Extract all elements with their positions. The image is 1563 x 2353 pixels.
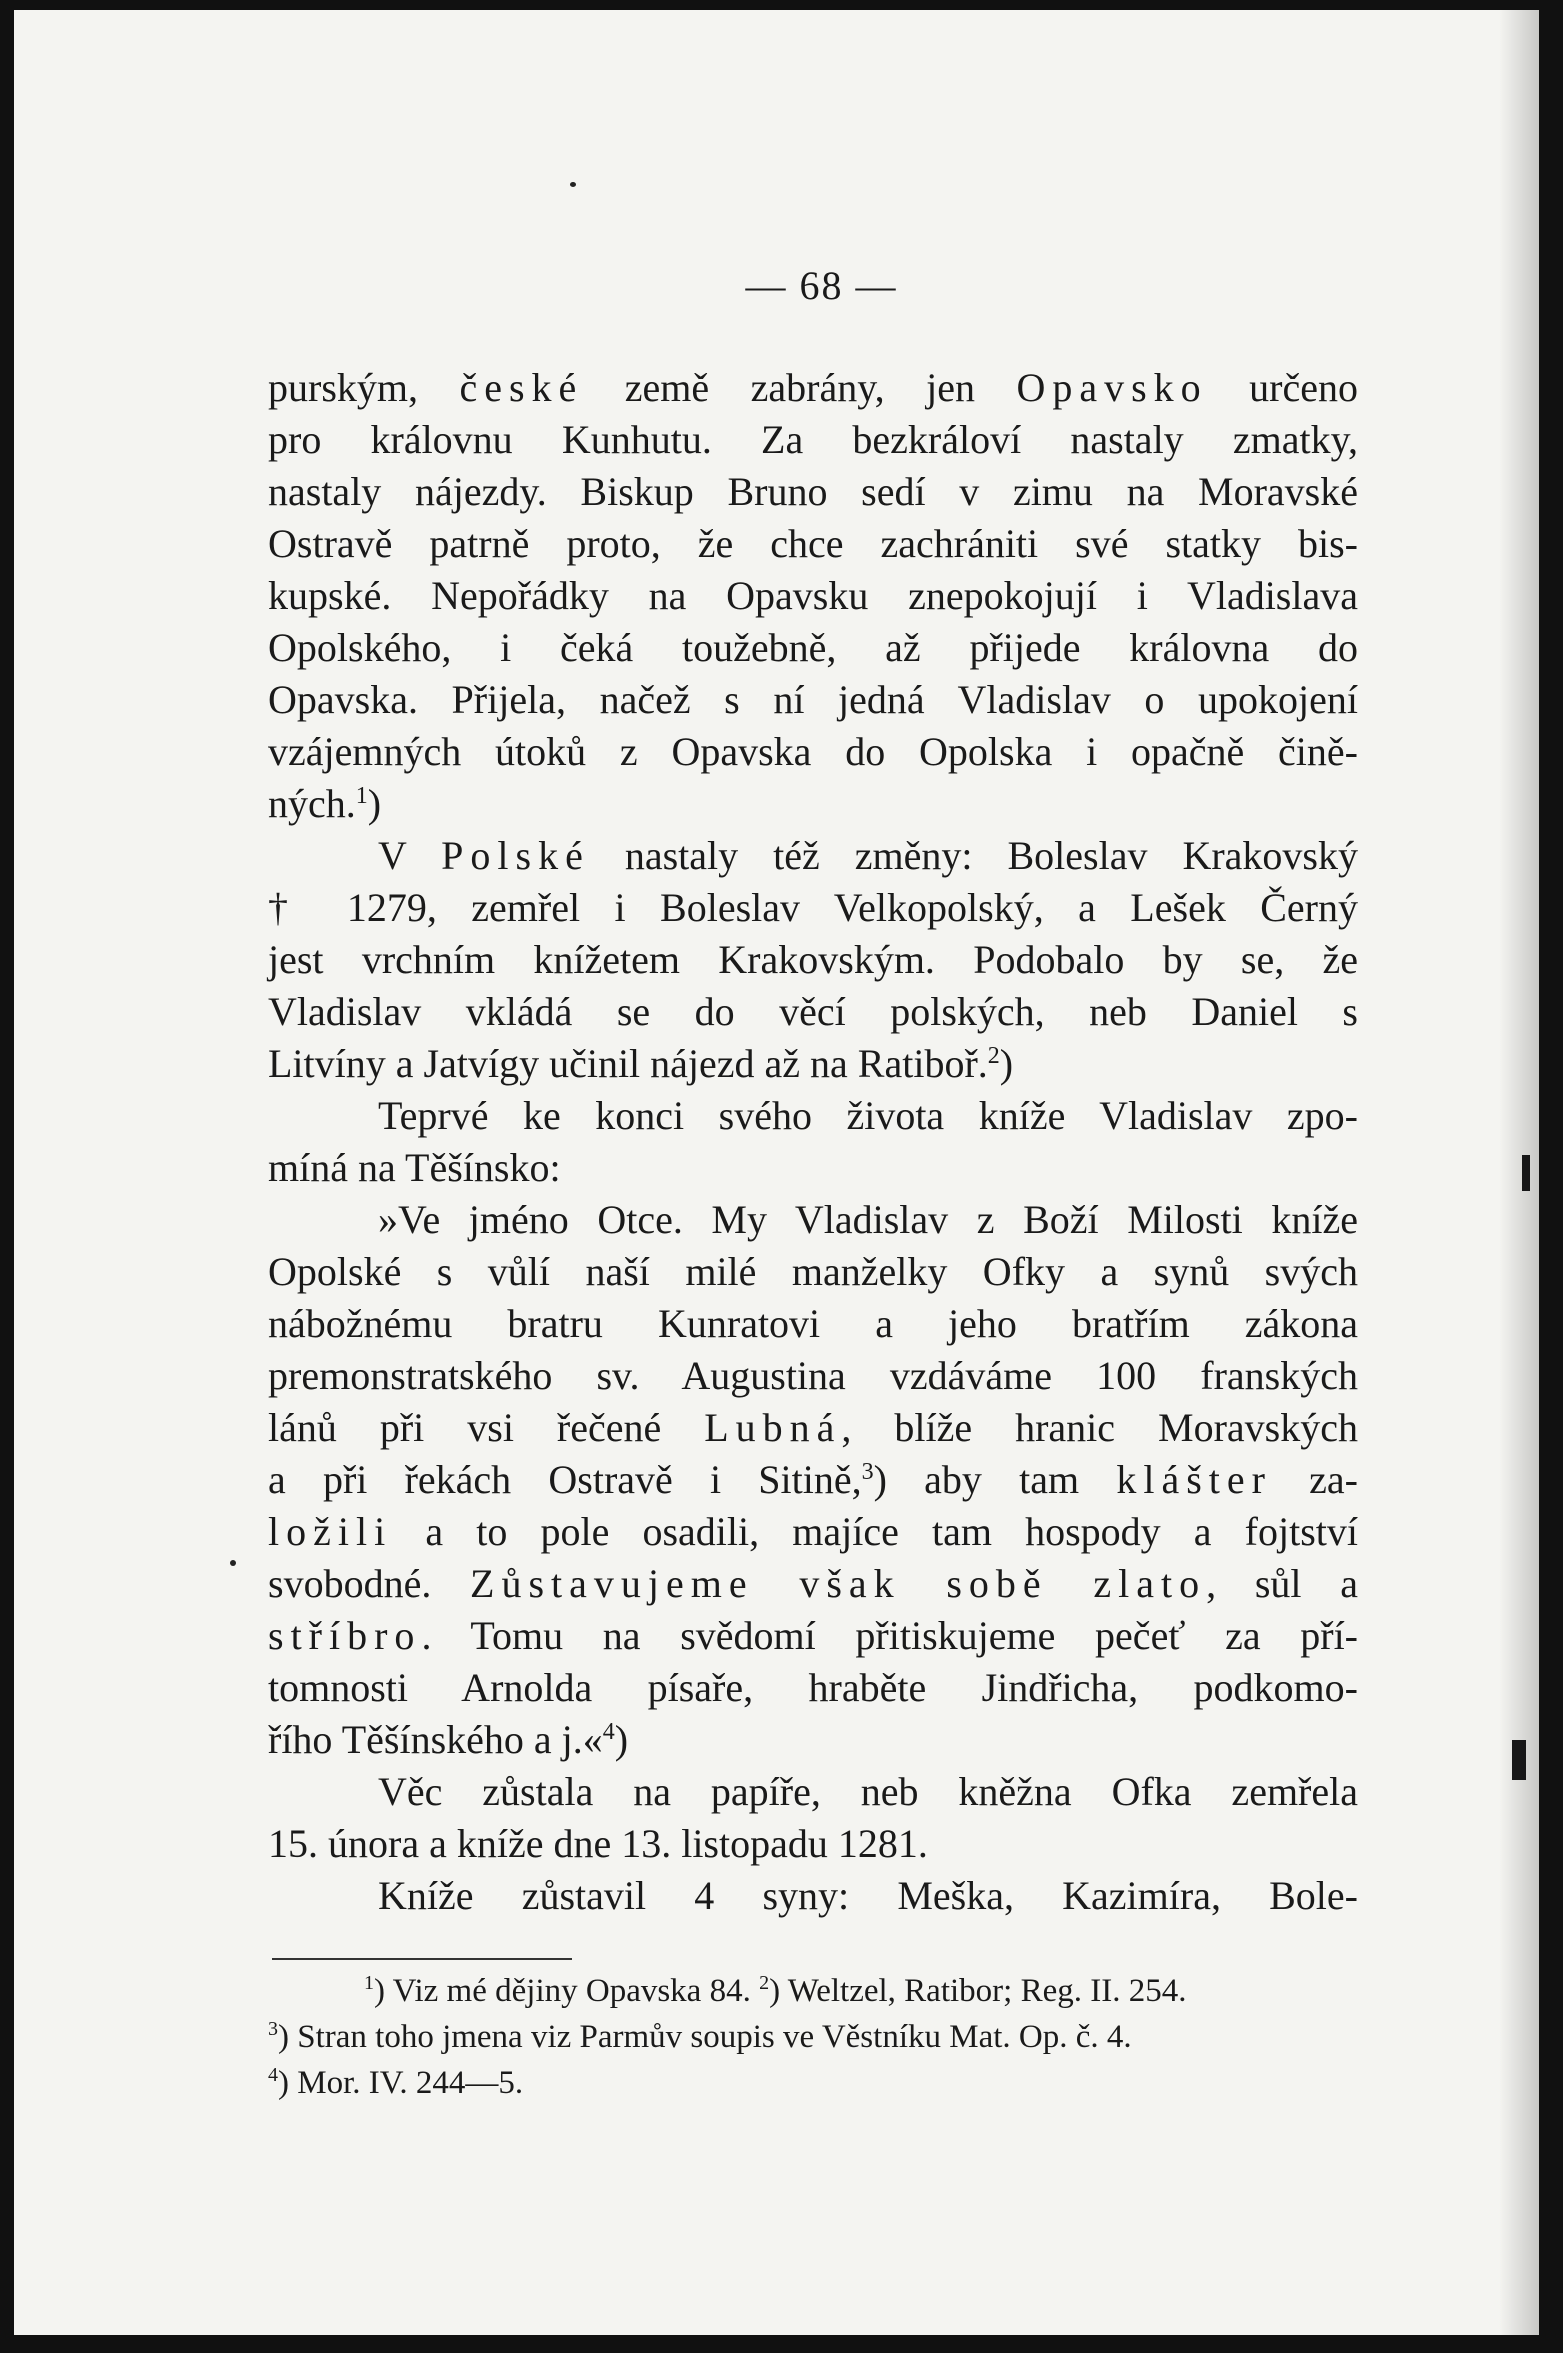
text-line: ložili a to pole osadili, majíce tam hospody a fojtství	[268, 1509, 1358, 1554]
paragraph-start: V Polské nastaly též změny: Boleslav Krakovský	[378, 833, 1358, 878]
text-line: nastaly nájezdy. Biskup Bruno sedí v zimu na Moravské	[268, 469, 1358, 514]
text-line: pro královnu Kunhutu. Za bezkráloví nastaly zmatky,	[268, 417, 1358, 462]
text-line: svobodné. Zůstavujeme však sobě zlato, sůl a	[268, 1561, 1358, 1606]
ink-speck	[570, 182, 576, 187]
text-line: Ostravě patrně proto, že chce zachrániti své statky bis-	[268, 521, 1358, 566]
text-line: tomnosti Arnolda písaře, hraběte Jindřicha, podkomo-	[268, 1665, 1358, 1710]
text-line: Opolského, i čeká toužebně, až přijede královna do	[268, 625, 1358, 670]
footnote-ref: 3	[861, 1459, 874, 1485]
text-line: lánů při vsi řečené Lubná, blíže hranic Moravských	[268, 1405, 1358, 1450]
footnote-divider	[272, 1958, 572, 1960]
footnote-ref: 1	[355, 783, 368, 809]
text-line: a při řekách Ostravě i Sitině,$^3$) aby tam klášter za-	[268, 1457, 1359, 1502]
text-line: purským, české země zabrány, jen Opavsko určeno	[268, 365, 1358, 410]
footnotes	[268, 1968, 1338, 2106]
footnote-ref: 4	[602, 1719, 615, 1745]
text-line: kupské. Nepořádky na Opavsku znepokojují i Vladislava	[268, 573, 1358, 618]
paragraph-start: Věc zůstala na papíře, neb kněžna Ofka zemřela	[378, 1769, 1358, 1814]
text-line: stříbro. Tomu na svědomí přitiskujeme pečeť za pří-	[268, 1613, 1358, 1658]
text-line: † 1279, zemřel i Boleslav Velkopolský, a Lešek Černý	[268, 885, 1358, 930]
text-line: Vladislav vkládá se do věcí polských, neb Daniel s	[268, 989, 1358, 1034]
paragraph-start: Teprvé ke konci svého života kníže Vladislav zpo-	[378, 1093, 1358, 1138]
footnote-ref: 2	[987, 1043, 1000, 1069]
text-line: řího Těšínského a j.«$^4$)	[268, 1717, 629, 1762]
text-line: premonstratského sv. Augustina vzdáváme 100 franských	[268, 1353, 1358, 1398]
footnote: $^1$) Viz mé dějiny Opavska 84. $^2$) Weltzel, Ratibor; Reg. II. 254.	[364, 1972, 1187, 2009]
footnote: $^3$) Stran toho jmena viz Parmův soupis ve Věstníku Mat. Op. č. 4.	[268, 2018, 1132, 2055]
page-number: — 68 —	[745, 263, 898, 308]
text-line: Opavska. Přijela, načež s ní jedná Vladislav o upokojení	[268, 677, 1358, 722]
text-line: Litvíny a Jatvígy učinil nájezd až na Ratiboř.$^2$)	[268, 1041, 1014, 1086]
text-line: 15. února a kníže dne 13. listopadu 1281.	[268, 1821, 928, 1866]
text-line: Opolské s vůlí naší milé manželky Ofky a synů svých	[268, 1249, 1358, 1294]
text-line: ných.$^1$)	[268, 781, 382, 826]
body-text	[268, 362, 1358, 1922]
paragraph-start: Kníže zůstavil 4 syny: Meška, Kazimíra, Bole-	[378, 1873, 1358, 1918]
edge-mark	[1522, 1155, 1530, 1191]
edge-mark	[1512, 1740, 1526, 1780]
text-line: jest vrchním knížetem Krakovským. Podobalo by se, že	[268, 937, 1358, 982]
text-line: míná na Těšínsko:	[268, 1145, 561, 1190]
footnote: $^4$) Mor. IV. 244—5.	[268, 2064, 524, 2101]
book-page	[14, 10, 1539, 2335]
text-line: vzájemných útoků z Opavska do Opolska i opačně čině-	[268, 729, 1358, 774]
ink-speck	[230, 1560, 236, 1566]
paragraph-start: »Ve jméno Otce. My Vladislav z Boží Milosti kníže	[378, 1197, 1358, 1242]
text-line: nábožnému bratru Kunratovi a jeho bratřím zákona	[268, 1301, 1358, 1346]
